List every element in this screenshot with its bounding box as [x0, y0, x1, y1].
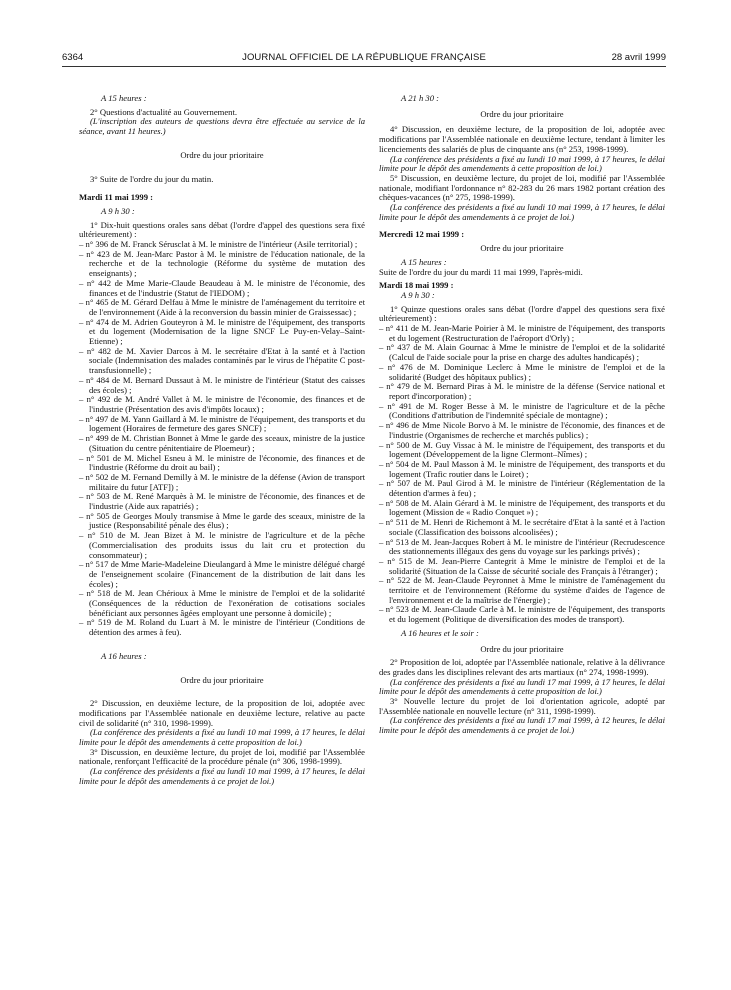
time-heading: A 16 heures : — [101, 650, 147, 661]
questions-list — [79, 240, 365, 638]
question-item: – n° 508 de M. Alain Gérard à M. le ministre de l'équipement, des transports et du logement (Mission de « Radio Conquet ») ; — [379, 499, 665, 518]
question-item: – n° 507 de M. Paul Girod à M. le ministre de l'intérieur (Réglementation de la détention d'armes à feu) ; — [379, 479, 665, 498]
page-number: 6364 — [62, 52, 84, 63]
question-item: – n° 503 de M. René Marquès à M. le ministre de l'économie, des finances et de l'industrie (Aide aux rapatriés) ; — [79, 492, 365, 511]
question-item: – n° 411 de M. Jean-Marie Poirier à M. le ministre de l'équipement, des transports et du logement (Restructuration de l'aéroport d'Orly) ; — [379, 324, 665, 343]
priority-order-heading: Ordre du jour prioritaire — [180, 674, 264, 685]
journal-title: JOURNAL OFFICIEL DE LA RÉPUBLIQUE FRANÇAISE — [242, 52, 486, 63]
priority-order-heading: Ordre du jour prioritaire — [180, 149, 264, 160]
agenda-note: (La conférence des présidents a fixé au lundi 10 mai 1999, à 17 heures, le délai limite pour le dépôt des amendements à ce projet de loi.) — [79, 766, 365, 786]
agenda-item: 2° Questions d'actualité au Gouvernement. — [90, 106, 237, 117]
agenda-note: (La conférence des présidents a fixé au lundi 17 mai 1999, à 17 heures, le délai limite pour le dépôt des amendements à cette proposition de loi.) — [379, 676, 665, 697]
agenda-item: 2° Proposition de loi, adoptée par l'Assemblée nationale, relative à la délivrance des grades dans les disciplines relevant des arts martiaux (n° 274, 1998-1999). — [379, 657, 665, 677]
questions-intro: 1° Quinze questions orales sans débat (l'ordre d'appel des questions sera fixé ultérieurement) : — [379, 303, 665, 324]
agenda-note: (La conférence des présidents a fixé au lundi 10 mai 1999, à 17 heures, le délai limite pour le dépôt des amendements à cette proposition de loi.) — [379, 153, 665, 174]
priority-order-heading: Ordre du jour prioritaire — [480, 243, 564, 254]
question-item: – n° 504 de M. Paul Masson à M. le ministre de l'équipement, des transports et du logement (Trafic routier dans le Loiret) ; — [379, 460, 665, 479]
question-item: – n° 519 de M. Roland du Luart à M. le ministre de l'intérieur (Conditions de détention des armes à feu). — [79, 618, 365, 637]
agenda-item: 3° Discussion, en deuxième lecture, du projet de loi, modifié par l'Assemblée nationale, renforçant l'efficacité de la procédure pénale (n° 306, 1998-1999). — [79, 746, 365, 767]
agenda-item: 2° Discussion, en deuxième lecture, de la proposition de loi, adoptée avec modifications par l'Assemblée nationale en deuxième lecture, relative au pacte civil de solidarité (n° 310, 1998-1999). — [79, 698, 365, 728]
time-heading: A 9 h 30 : — [401, 289, 435, 300]
time-heading: A 21 h 30 : — [401, 93, 440, 103]
header-rule — [62, 66, 666, 67]
page-header — [62, 52, 666, 66]
question-item: – n° 502 de M. Fernand Demilly à M. le ministre de la défense (Avion de transport militaire du futur [ATF]) ; — [79, 473, 365, 492]
question-item: – n° 484 de M. Bernard Dussaut à M. le ministre de l'intérieur (Statut des caisses des écoles) ; — [79, 376, 365, 395]
question-item: – n° 396 de M. Franck Sérusclat à M. le ministre de l'intérieur (Asile territorial) ; — [79, 240, 365, 250]
agenda-note: (La conférence des présidents a fixé au lundi 10 mai 1999, à 17 heures, le délai limite pour le dépôt des amendements à cette proposition de loi.) — [79, 727, 365, 748]
question-item: – n° 491 de M. Roger Besse à M. le ministre de l'agriculture et de la pêche (Conditions d'attribution de l'indemnité spéciale de montagne) ; — [379, 402, 665, 421]
questions-intro: 1° Dix-huit questions orales sans débat (l'ordre d'appel des questions sera fixé ultérieurement) : — [79, 219, 365, 240]
question-item: – n° 465 de M. Gérard Delfau à Mme le ministre de l'aménagement du territoire et de l'environnement (Aide à la reconversion du bassin minier de Graissessac) ; — [79, 298, 365, 317]
agenda-item: Suite de l'ordre du jour du mardi 11 mai 1999, l'après-midi. — [379, 266, 583, 277]
questions-list — [379, 324, 665, 625]
question-item: – n° 511 de M. Henri de Richemont à M. le secrétaire d'Etat à la santé et à l'action sociale (Classification des boissons alcoolisées) ; — [379, 518, 665, 537]
question-item: – n° 515 de M. Jean-Pierre Cantegrit à Mme le ministre de l'emploi et de la solidarité (Situation de la Caisse de sécurité sociale des Français à l'étranger) ; — [379, 557, 665, 576]
right-column — [379, 94, 665, 736]
question-item: – n° 437 de M. Alain Gournac à Mme le ministre de l'emploi et de la solidarité (Calcul de l'aide sociale pour la prise en charge des adultes handicapés) ; — [379, 343, 665, 362]
question-item: – n° 505 de Georges Mouly transmise à Mme le garde des sceaux, ministre de la justice (Responsabilité pénale des élus) ; — [79, 512, 365, 531]
question-item: – n° 501 de M. Michel Esneu à M. le ministre de l'économie, des finances et de l'industrie (Réforme du droit au bail) ; — [79, 454, 365, 473]
question-item: – n° 476 de M. Dominique Leclerc à Mme le ministre de l'emploi et de la solidarité (Budget des hôpitaux publics) ; — [379, 363, 665, 382]
left-column — [79, 94, 365, 787]
question-item: – n° 500 de M. Guy Vissac à M. le ministre de l'équipement, des transports et du logement (Développement de la ligne Clermont–Nîmes) ; — [379, 441, 665, 460]
agenda-item: 5° Discussion, en deuxième lecture, du projet de loi, modifié par l'Assemblée nationale, modifiant l'ordonnance n° 82-283 du 26 mars 1982 portant création des chèques-vacances (n° 275, 1998-1999). — [379, 172, 665, 203]
question-item: – n° 517 de Mme Marie-Madeleine Dieulangard à Mme le ministre délégué chargé de l'enseignement scolaire (Financement de la distribution de lait dans les écoles) ; — [79, 560, 365, 589]
day-heading: Mercredi 12 mai 1999 : — [379, 229, 465, 240]
question-item: – n° 497 de M. Yann Gaillard à M. le ministre de l'équipement, des transports et du logement (Horaires de fermeture des gares SNCF) ; — [79, 415, 365, 434]
question-item: – n° 482 de M. Xavier Darcos à M. le secrétaire d'Etat à la santé et à l'action sociale (Indemnisation des malades contaminés par le virus de l'hépatite C post-transfusionnelle) ; — [79, 347, 365, 376]
agenda-item: 3° Suite de l'ordre du jour du matin. — [90, 173, 214, 184]
question-item: – n° 499 de M. Christian Bonnet à Mme le garde des sceaux, ministre de la justice (Situation du centre pénitentiaire de Ploemeur) ; — [79, 434, 365, 453]
issue-date: 28 avril 1999 — [611, 52, 666, 63]
question-item: – n° 496 de Mme Nicole Borvo à M. le ministre de l'économie, des finances et de l'industrie (Organismes de recherche et marchés publics) ; — [379, 421, 665, 440]
question-item: – n° 510 de M. Jean Bizet à M. le ministre de l'agriculture et de la pêche (Commercialisation des produits issus du lait cru et protection du consommateur) ; — [79, 531, 365, 560]
agenda-note: (La conférence des présidents a fixé au lundi 17 mai 1999, à 12 heures, le délai limite pour le dépôt des amendements à ce projet de loi.) — [379, 715, 665, 736]
question-item: – n° 513 de M. Jean-Jacques Robert à M. le ministre de l'intérieur (Recrudescence des stationnements illégaux des gens du voyage sur les parkings privés) ; — [379, 538, 665, 557]
priority-order-heading: Ordre du jour prioritaire — [480, 108, 564, 119]
time-heading: A 15 heures : — [101, 93, 147, 103]
day-heading: Mardi 18 mai 1999 : — [379, 280, 454, 291]
time-heading: A 16 heures et le soir : — [401, 627, 479, 638]
agenda-note: (La conférence des présidents a fixé au lundi 10 mai 1999, à 17 heures, le délai limite pour le dépôt des amendements à ce projet de loi.) — [379, 202, 665, 222]
question-item: – n° 523 de M. Jean-Claude Carle à M. le ministre de l'équipement, des transports et du logement (Politique de diversification des modes de transport). — [379, 605, 665, 624]
question-item: – n° 492 de M. André Vallet à M. le ministre de l'économie, des finances et de l'industrie (Présentation des avis d'impôts locaux) ; — [79, 395, 365, 414]
question-item: – n° 474 de M. Adrien Gouteyron à M. le ministre de l'équipement, des transports et du logement (Modernisation de la ligne SNCF Le Puy-en-Velay–Saint-Etienne) ; — [79, 318, 365, 347]
question-item: – n° 522 de M. Jean-Claude Peyronnet à Mme le ministre de l'aménagement du territoire et de l'environnement (Réforme du système d'aides de l'agence de l'environnement et de la maîtrise de l'énergie) ; — [379, 576, 665, 605]
time-heading: A 9 h 30 : — [101, 205, 135, 216]
agenda-item: 4° Discussion, en deuxième lecture, de la proposition de loi, adoptée avec modifications par l'Assemblée nationale en deuxième lecture, tendant à limiter les licenciements des salariés de plus de cinquante ans (n° 253, 1998-1999). — [379, 124, 665, 154]
question-item: – n° 479 de M. Bernard Piras à M. le ministre de la défense (Service national et report d'incorporation) ; — [379, 382, 665, 401]
question-item: – n° 518 de M. Jean Chérioux à Mme le ministre de l'emploi et de la solidarité (Conséquences de la réduction de l'exonération de cotisations sociales bénéficiant aux personnes âgées employant une personne à domicile) ; — [79, 589, 365, 618]
agenda-item: 3° Nouvelle lecture du projet de loi d'orientation agricole, adopté par l'Assemblée nationale en nouvelle lecture (n° 311, 1998-1999). — [379, 696, 665, 716]
question-item: – n° 423 de M. Jean-Marc Pastor à M. le ministre de l'éducation nationale, de la recherche et de la technologie (Réforme du système de mutation des enseignants) ; — [79, 250, 365, 279]
question-item: – n° 442 de Mme Marie-Claude Beaudeau à M. le ministre de l'économie, des finances et de l'industrie (Statut de l'IEDOM) ; — [79, 279, 365, 298]
agenda-note: (L'inscription des auteurs de questions devra être effectuée au service de la séance, avant 11 heures.) — [79, 116, 365, 137]
time-heading: A 15 heures : — [401, 256, 447, 267]
priority-order-heading: Ordre du jour prioritaire — [480, 643, 564, 654]
day-heading: Mardi 11 mai 1999 : — [79, 192, 153, 203]
